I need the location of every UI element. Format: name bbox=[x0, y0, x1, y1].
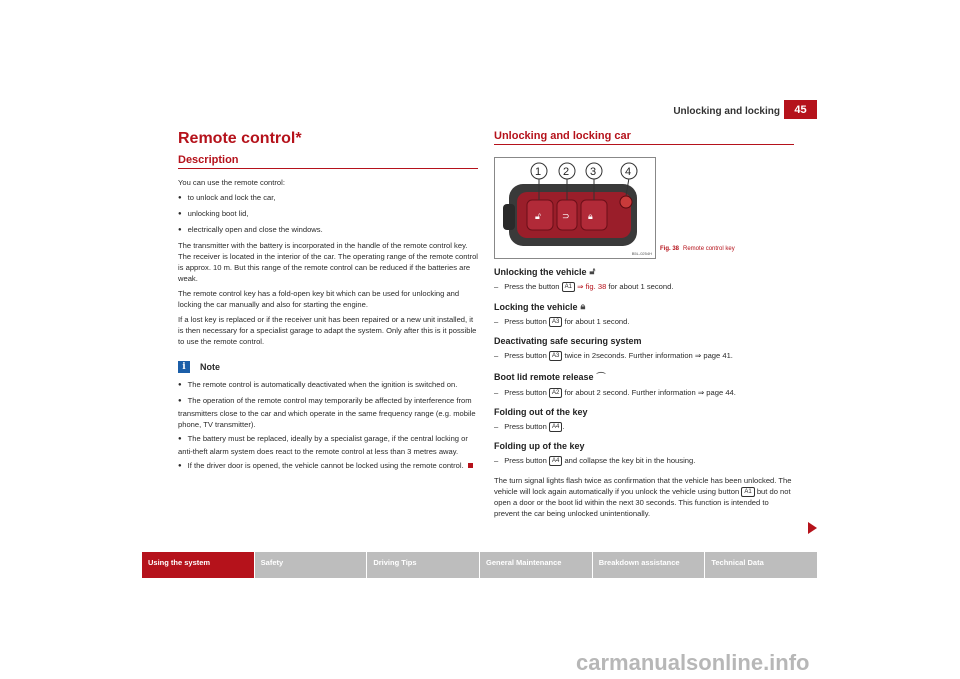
step-boot-lid: – Press button A2 for about 2 second. Further information ⇒ page 44. bbox=[494, 388, 736, 397]
left-column bbox=[178, 130, 478, 476]
boot-glyph-icon: ⊃ bbox=[562, 212, 570, 222]
button-ref-a1: A1 bbox=[741, 487, 754, 497]
button-ref-a3: A3 bbox=[549, 317, 562, 327]
step-unlock: – Press the button A1 ⇒ fig. 38 for about 1 second. bbox=[494, 282, 674, 291]
tab-breakdown-assistance[interactable]: Breakdown assistance bbox=[593, 552, 706, 578]
figure-caption bbox=[660, 246, 735, 252]
section-header-title: Unlocking and locking bbox=[673, 106, 780, 117]
tab-driving-tips[interactable]: Driving Tips bbox=[367, 552, 480, 578]
page-title: Remote control* bbox=[178, 130, 302, 147]
note-header bbox=[178, 361, 478, 373]
final-paragraph bbox=[494, 475, 794, 519]
unlock-icon: 🔓︎ bbox=[589, 266, 596, 276]
callout-4: 4 bbox=[625, 166, 632, 178]
note-label: Note bbox=[200, 362, 220, 372]
subtitle-description: Description bbox=[178, 154, 478, 169]
button-ref-a4: A4 bbox=[549, 422, 562, 432]
button-ref-a4: A4 bbox=[549, 456, 562, 466]
right-column-header bbox=[494, 130, 794, 145]
button-ref-a3: A3 bbox=[549, 351, 562, 361]
callout-1: 1 bbox=[535, 166, 542, 178]
step-fold-out: – Press button A4 . bbox=[494, 422, 565, 431]
step-text: Press button bbox=[504, 422, 547, 431]
unlock-glyph-icon: 🔓︎ bbox=[535, 212, 541, 222]
tab-general-maintenance[interactable]: General Maintenance bbox=[480, 552, 593, 578]
paragraph-lost-key: If a lost key is replaced or if the receiver unit has been repaired or a new unit installed, it is then necessary for a specialist garage to adapt the system. Only after this is it possible to use the remote control. bbox=[178, 315, 477, 346]
step-text: Press button bbox=[504, 351, 547, 360]
step-text-post: and collapse the key bit in the housing. bbox=[562, 456, 696, 465]
button-ref-a2: A2 bbox=[549, 388, 562, 398]
intro-text: You can use the remote control: bbox=[178, 178, 285, 187]
note-bullet: ● The remote control is automatically deactivated when the ignition is switched on. bbox=[178, 379, 478, 392]
remote-key-figure bbox=[494, 157, 656, 259]
lock-icon: 🔒︎ bbox=[580, 301, 586, 311]
heading-unlocking-vehicle bbox=[494, 266, 794, 277]
heading-text: Locking the vehicle bbox=[494, 301, 578, 312]
heading-text: Deactivating safe securing system bbox=[494, 336, 642, 346]
step-text-post: . bbox=[562, 422, 565, 431]
heading-text: Unlocking the vehicle bbox=[494, 266, 587, 277]
heading-locking-vehicle bbox=[494, 301, 794, 312]
step-text: Press button bbox=[504, 388, 547, 397]
boot-lid-icon: ⌒ bbox=[596, 372, 606, 382]
footer-tab-bar bbox=[142, 552, 818, 578]
heading-boot-lid bbox=[494, 370, 794, 383]
bullet-item: ● unlocking boot lid, bbox=[178, 208, 478, 221]
paragraph-key-bit: The remote control key has a fold-open key bit which can be used for unlocking and locking the car manually and also for starting the engine. bbox=[178, 289, 460, 309]
figure-caption-text: Remote control key bbox=[683, 246, 735, 252]
step-fold-up: – Press button A4 and collapse the key bit in the housing. bbox=[494, 456, 696, 465]
final-text-a: The turn signal lights flash twice as confirmation that the vehicle has been unlocked. The vehicle will lock again automatically if you unlock the vehicle using button bbox=[494, 476, 792, 496]
bullet-item: ● to unlock and lock the car, bbox=[178, 192, 478, 205]
button-ref-a1: A1 bbox=[562, 282, 575, 292]
figure-xref-link[interactable]: ⇒ fig. 38 bbox=[577, 282, 607, 291]
key-ring-tab bbox=[503, 204, 515, 230]
right-body bbox=[494, 266, 794, 523]
step-lock: – Press button A3 for about 1 second. bbox=[494, 317, 630, 326]
callout-3: 3 bbox=[590, 166, 597, 178]
step-text-post: twice in 2seconds. Further information ⇒ page 41. bbox=[562, 351, 733, 360]
lock-glyph-icon: 🔒︎ bbox=[588, 212, 593, 222]
figure-code: B5L-0254H bbox=[631, 251, 652, 256]
tab-safety[interactable]: Safety bbox=[255, 552, 368, 578]
tab-using-the-system[interactable]: Using the system bbox=[142, 552, 255, 578]
heading-text: Boot lid remote release bbox=[494, 371, 594, 382]
note-bullet: ● The operation of the remote control may temporarily be affected by interference from transmitters close to the car and which operate in the same frequency range (e.g. mobile phone, TV transmitter). bbox=[178, 395, 478, 430]
heading-folding-up bbox=[494, 441, 794, 451]
step-text: Press the button bbox=[504, 282, 560, 291]
watermark: carmanualsonline.info bbox=[576, 650, 810, 675]
key-fold-button bbox=[620, 196, 632, 208]
page-number: 45 bbox=[784, 100, 817, 119]
step-text-post: for about 2 second. Further information ⇒ page 44. bbox=[562, 388, 736, 397]
remote-key-illustration bbox=[495, 158, 655, 258]
tab-technical-data[interactable]: Technical Data bbox=[705, 552, 818, 578]
paragraph-transmitter: The transmitter with the battery is incorporated in the handle of the remote control key. The receiver is located in the interior of the car. The operating range of the remote control is approx. 10 m. But this range of the remote control can be reduced if the batteries are weak. bbox=[178, 241, 478, 283]
bullet-item: ● electrically open and close the windows. bbox=[178, 224, 478, 237]
section-title-unlocking: Unlocking and locking car bbox=[494, 130, 794, 145]
step-deactivate: – Press button A3 twice in 2seconds. Further information ⇒ page 41. bbox=[494, 351, 733, 360]
step-text: Press button bbox=[504, 456, 547, 465]
heading-text: Folding out of the key bbox=[494, 407, 588, 417]
note-bullet-last bbox=[178, 460, 478, 473]
heading-deactivating bbox=[494, 336, 794, 346]
figure-number: Fig. 38 bbox=[660, 246, 680, 252]
section-end-marker-icon bbox=[468, 463, 473, 468]
step-text: Press button bbox=[504, 317, 547, 326]
heading-folding-out bbox=[494, 407, 794, 417]
callout-2: 2 bbox=[563, 166, 570, 178]
next-page-arrow-icon[interactable] bbox=[808, 522, 817, 534]
step-text-post: for about 1 second. bbox=[562, 317, 630, 326]
step-text-post: for about 1 second. bbox=[606, 282, 674, 291]
note-bullet-text: If the driver door is opened, the vehicle cannot be locked using the remote control. bbox=[187, 461, 464, 470]
heading-text: Folding up of the key bbox=[494, 441, 585, 451]
final-text-b: but do not open a door or the boot lid within the next 30 seconds. This function is intended to prevent the car being unlocked unintentionally. bbox=[494, 487, 791, 518]
lock-button-shape bbox=[581, 200, 607, 230]
info-icon: i bbox=[178, 361, 190, 373]
note-bullet: ● The battery must be replaced, ideally by a specialist garage, if the central locking or anti-theft alarm system does react to the remote control at less than 3 metres away. bbox=[178, 433, 478, 457]
